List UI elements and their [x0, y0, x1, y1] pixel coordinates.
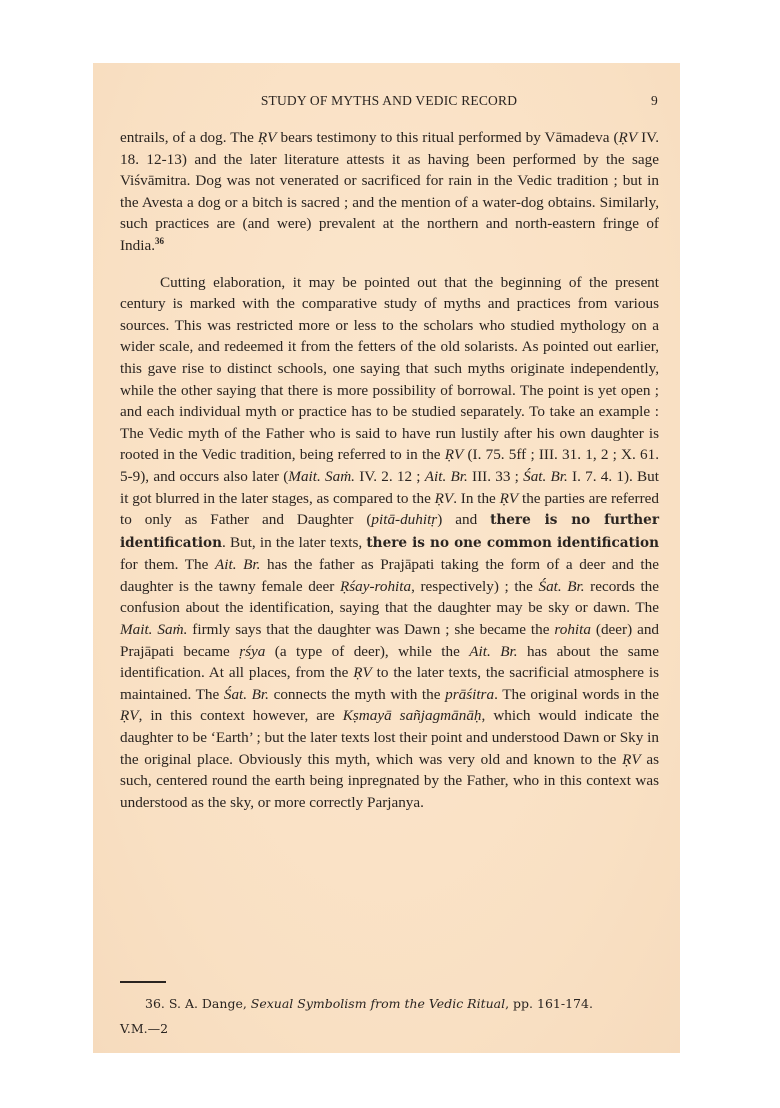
- text-run: there is no further identification: [120, 512, 659, 551]
- text-run: , which would indicate the daughter to be ‘Earth’ ; but the later texts lost their point and understood Dawn or Sky in the original place. Obviously this myth, which was very old and known to the: [120, 707, 659, 768]
- footnote-number: 36.: [145, 996, 165, 1011]
- text-run: Ait. Br.: [424, 467, 468, 485]
- signature-mark: V.M.—2: [120, 1021, 169, 1036]
- text-run: rohita: [554, 621, 591, 639]
- text-run: firmly says that the daughter was Dawn ; she became the: [187, 621, 555, 639]
- text-run: ṚV: [499, 489, 519, 507]
- text-run: as such, centered round the earth being inpregnated by the Father, who in this context was understood as the sky, or more correctly Parjanya.: [120, 750, 659, 811]
- text-run: ṛśya: [239, 642, 266, 660]
- text-run: connects the myth with the: [268, 685, 446, 703]
- text-run: , respectively) ; the: [411, 577, 539, 595]
- text-run: IV. 2. 12 ;: [354, 467, 425, 485]
- book-page: [93, 63, 680, 1053]
- text-run: Mait. Saṁ.: [288, 467, 355, 485]
- text-run: Śat. Br.: [523, 467, 568, 485]
- text-run: , in this context however, are: [138, 707, 343, 725]
- text-run: ṚV: [434, 489, 454, 507]
- running-head-title: STUDY OF MYTHS AND VEDIC RECORD: [260, 93, 518, 108]
- text-run: (deer) and Prajāpati became: [120, 621, 660, 660]
- text-run: . But, in the later texts,: [222, 533, 367, 551]
- footnote-rule: [120, 981, 166, 983]
- text-run: ṚV: [120, 707, 139, 725]
- text-run: bears testimony to this ritual performed by Vāmadeva (: [276, 129, 619, 146]
- text-run: Ait. Br.: [469, 642, 518, 660]
- footnote-ref[interactable]: 36: [155, 235, 165, 246]
- text-run: pitā-duhitṛ: [371, 511, 438, 529]
- text-run: I. 7. 4. 1). But it got blurred in the later stages, as compared to the: [120, 467, 659, 507]
- text-run: the parties are referred to only as Father and Daughter (: [120, 489, 659, 529]
- body-text: [120, 127, 659, 813]
- text-run: (I. 75. 5ff ; III. 31. 1, 2 ; X. 61. 5-9), and occurs also later (: [120, 446, 659, 485]
- footnote-pages: , pp. 161-174.: [505, 996, 593, 1011]
- footnote-author: S. A. Dange,: [168, 996, 247, 1011]
- footnote: [145, 996, 593, 1011]
- text-run: Śat. Br.: [223, 685, 269, 703]
- text-run: ṚV: [618, 129, 638, 146]
- text-run: (a type of deer), while the: [265, 642, 470, 660]
- text-run: ṚV: [622, 750, 641, 768]
- running-head: [120, 93, 658, 113]
- text-run: has the father as Prajāpati taking the form of a deer and the daughter is the tawny female deer: [120, 556, 659, 595]
- text-run: IV. 18. 12-13) and the later literature attests it as having been performed by the sage Viśvāmitra. Dog was not venerated or sacrificed for rain in the Vedic tradition ; but in the Avesta a dog or a bitch is sacred ; and the mention of a water-dog obtains. Similarly, such practices are (and were) prevalent at the northern and north-eastern fringe of India.: [120, 129, 659, 254]
- paragraph: [120, 127, 659, 257]
- text-run: there is no one common identification: [366, 534, 659, 551]
- text-run: to the later texts, the sacrificial atmosphere is maintained. The: [120, 664, 659, 703]
- page-number: 9: [651, 93, 658, 108]
- footnote-title: Sexual Symbolism from the Vedic Ritual: [250, 996, 506, 1011]
- text-run: records the confusion about the identification, saying that the daughter may be sky or dawn. The: [120, 577, 660, 617]
- paragraph: [120, 272, 659, 814]
- text-run: Ṛśay-rohita: [339, 577, 412, 595]
- text-run: ṚV: [257, 129, 277, 146]
- text-run: entrails, of a dog. The: [120, 129, 258, 146]
- text-run: . In the: [453, 489, 500, 507]
- text-run: Mait. Saṁ.: [120, 621, 188, 639]
- text-run: for them. The: [120, 556, 215, 574]
- text-run: Śat. Br.: [538, 577, 585, 595]
- text-run: ṚV: [444, 446, 464, 464]
- text-run: . The original words in the: [494, 685, 659, 703]
- text-run: ) and: [437, 511, 491, 529]
- text-run: ṚV: [353, 664, 372, 682]
- text-run: Ait. Br.: [215, 556, 261, 574]
- text-run: III. 33 ;: [467, 467, 524, 485]
- text-run: has about the same identification. At all places, from the: [120, 642, 659, 682]
- text-run: prāśitra: [445, 685, 495, 703]
- text-run: Kṣmayā sañjagmānāḥ: [342, 707, 482, 725]
- text-run: Cutting elaboration, it may be pointed out that the beginning of the present century is marked with the comparative study of myths and practices from various sources. This was restricted more or less to the scholars who studied mythology on a wider scale, and redeemed it from the fetters of the old solarists. As pointed out earlier, this gave rise to distinct schools, one saying that such myths originate independently, while the other saying that there is more possibility of borrowal. The point is yet open ; and each individual myth or practice has to be studied separately. To take an example : The Vedic myth of the Father who is said to have run lustily after his own daughter is rooted in the Vedic tradition, being referred to in the: [120, 273, 659, 464]
